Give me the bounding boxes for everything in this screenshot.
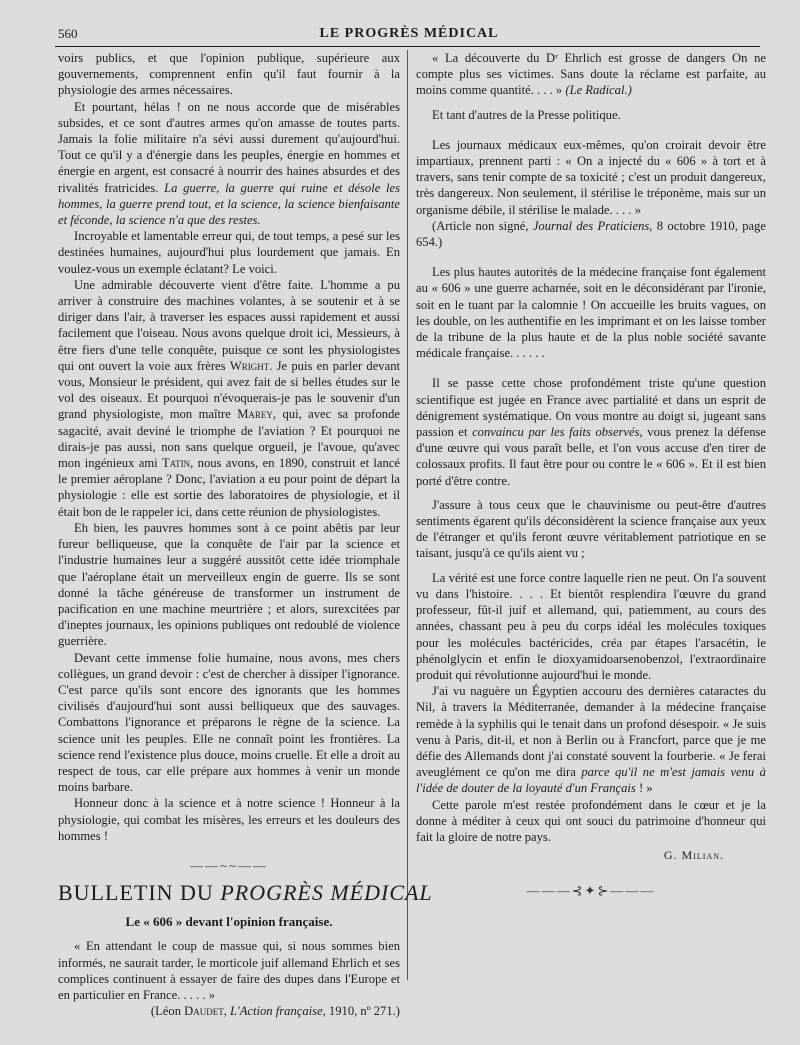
publication-name: L'Action française [230, 1004, 323, 1019]
paragraph-text: ! » [638, 781, 653, 796]
paragraph: Devant cette immense folie humaine, nous avons, mes chers collègues, un grand devoir : c'est de chercher à dissiper l'ignorance. C'est parce qu'ils sont encore des ignorants que les hommes civilisés d'aujourd'hui sont aussi belliqueux que des sauvages. Combattons l'ignorance et préparons le règne de la science. La science unit les peuples. Elle ne connaît point les frontières. La science rend l'existence plus douce, moins cruelle. Et elle a droit au respect de tous, car elle prépare aux hommes à venir un monde moins barbare. [58, 650, 400, 795]
end-ornament: ———⊰✦⊱——— [526, 883, 656, 899]
name-text: Tatin [161, 456, 191, 471]
source-text: , [223, 1004, 231, 1019]
italic-text: La guerre, la guerre qui ruine et désole les hommes, la guerre prend tout, et la science, la science bienfaisante et féconde, la science n'a que des restes. [58, 180, 400, 228]
paragraph: Les plus hautes autorités de la médecine française font également au « 606 » une guerre acharnée, soit en le déconsidérant par l'ironie, soit en le tuant par la calomnie ! On accueille les bruits vagues, on les double, on les authentifie en les imprimant et on les laisse tomber de la tribune de la plus haute et de la plus noble société savante médicale française. . . . . . [416, 265, 766, 361]
publication-name: (Le Radical.) [565, 83, 632, 98]
paragraph: voirs publics, et que l'opinion publique, supérieure aux gouvernements, comprennent enfin qu'il faut fournir à la physiologie des armes nécessaires. [58, 51, 400, 98]
paragraph [416, 375, 766, 488]
paragraph: Les journaux médicaux eux-mêmes, qu'on croirait devoir être impartiaux, prennent parti : « On a injecté du « 606 » à tort et à travers, sans tenir compte de sa toxicité ; c'est un produit dangereux, très dangereux. Non seulement, il stérilise le tréponème, mais sur un organisme débile, il stérilise le malade. . . . » [416, 137, 766, 217]
paragraph-text: Une admirable découverte vient d'être faite. L'homme a pu arriver à construire des machines volantes, à se soutenir et à se diriger dans l'air, à traverser les espaces aussi rapidement et aussi facilement que l'oiseau. Nous avons quelque droit ici, Messieurs, à être fiers d'une telle conquête, puisque ce sont les physiologistes qui ont ouvert la voie aux frères [58, 277, 400, 373]
paragraph: Incroyable et lamentable erreur qui, de tout temps, a pesé sur les destinées humaines, aujourd'hui plus lourdement que jamais. En voulez-vous un exemple éclatant? Le voici. [58, 229, 400, 276]
paragraph [416, 683, 766, 796]
right-column [416, 50, 766, 900]
quotation-text: « La découverte du Dʳ Ehrlich est grosse de dangers On ne compte plus ses victimes. Sans doute la réclame est parfaite, au moins comme quantité. . . . » [416, 51, 766, 98]
bulletin-heading-italic: PROGRÈS MÉDICAL [220, 880, 433, 906]
paragraph-text: . Je puis en parler devant vous, Monsieur le président, qui avez fait de si belles études sur le vol des oiseaux. Et pourquoi n'évoquerais-je pas le souvenir d'un grand physiologiste, mon maître [58, 358, 400, 422]
quotation-source [58, 1003, 400, 1019]
name-text: Marey [237, 407, 273, 422]
author-signature: G. Milian. [663, 848, 724, 863]
paragraph [58, 277, 400, 520]
paragraph-text: , nous avons, en 1890, construit et lancé le premier aéroplane ? Donc, l'aviation a eu pour point de départ la physiologie : elle est sortie des laboratoires de physiologie, et il était bon de le rappeler ici, dans cette réunion de physiologistes. [58, 456, 400, 519]
paragraph: Eh bien, les pauvres hommes sont à ce point abêtis par leur fureur belliqueuse, que la conquête de l'air par la science et l'industrie humaines leur a suggéré aussitôt cette idée triomphale que l'aéroplane était un merveilleux engin de guerre. Ils se sont donné la tâche généreuse de transformer un instrument de pacification en une machine meurtrière ; et alors, surexcitées par d'ineptes journaux, les opinions publiques ont redoublé de violence guerrière. [58, 520, 400, 649]
author-name: Daudet [184, 1004, 224, 1019]
column-divider [407, 50, 408, 980]
bulletin-heading-text: BULLETIN DU [58, 880, 221, 906]
paragraph-text: Il se passe cette chose profondément triste qu'une question scientifique est jugée en France avec partialité et dans un esprit de dénigrement systématique. On vous montre au doigt si, jugeant sans passion et [416, 376, 766, 440]
page-number: 560 [58, 26, 78, 41]
paragraph-text: vous prenez la défense d'une œuvre qui vous paraît belle, et l'on vous accuse d'en tirer de colossaux profits. Il faut être pour ou contre le « 606 ». Et il est bien porté d'être contre. [416, 425, 766, 488]
italic-text: convaincu par les faits observés, [472, 425, 643, 440]
left-column [58, 50, 433, 1019]
source-text: , 8 octobre 1910, page 654.) [416, 218, 766, 250]
bulletin-heading [58, 880, 433, 906]
publication-name: Journal des Praticiens [532, 218, 650, 233]
paragraph-text: Et pourtant, hélas ! on ne nous accorde que de misérables subsides, et ce sont d'autres armes qu'on amasse de toutes parts. Jamais la folie militaire n'a sévi aussi durement qu'aujourd'hui. Tout ce qu'il y a d'énergie dans les peuples, énergie en hommes et énergie en argent, est consacré à nourrir des haines absurdes et des rivalités fratricides. [58, 99, 400, 195]
paragraph-text: J'ai vu naguère un Égyptien accouru des dernières cataractes du Nil, à travers la Méditerranée, demander à la médecine française remède à la syphilis qui le tenait dans un profond désespoir. « Je suis venu à Paris, dit-il, et non à Berlin ou à Francfort, parce que je me défie des Allemands dont j'ai constaté souvent la fourberie. « Je ferai aveuglément ce qu'on me dira [416, 684, 766, 780]
section-title: Le « 606 » devant l'opinion française. [125, 914, 333, 930]
section-ornament: ——~~—— [189, 857, 269, 873]
paragraph: Honneur donc à la science et à notre science ! Honneur à la physiologie, qui combat les misères, les erreurs et les douleurs des hommes ! [58, 796, 400, 843]
name-text: Wright [229, 358, 270, 373]
source-text: (Léon [150, 1004, 185, 1019]
paragraph-text: , qui, avec sa profonde sagacité, avait deviné le triomphe de l'aviation ? Et pourquoi ne dirais-je pas aussi, non sans quelque orgueil, je l'avoue, qu'avec mon ingénieux ami [58, 407, 400, 471]
source-text: (Article non signé, [432, 218, 533, 233]
paragraph: Cette parole m'est restée profondément dans le cœur et je la donne à méditer à ceux qui ont souci du patrimoine d'honneur qui fait la gloire de notre pays. [416, 797, 766, 844]
header-rule [55, 46, 760, 47]
italic-text: parce qu'il ne m'est jamais venu à l'idée de douter de la loyauté d'un Français [416, 765, 766, 796]
paragraph: J'assure à tous ceux que le chauvinisme ou peut-être d'autres sentiments égarent qu'ils déconsidèrent la science française aux yeux de l'étranger et qu'ils feront œuvre véritablement patriotique en se taisant, jusqu'à ce qu'ils aient vu ; [416, 497, 766, 561]
quotation-source [416, 218, 766, 250]
source-text: , 1910, nº 271.) [322, 1004, 400, 1019]
paragraph: Et tant d'autres de la Presse politique. [432, 107, 621, 122]
paragraph [58, 99, 400, 229]
quotation [416, 50, 766, 99]
journal-title: LE PROGRÈS MÉDICAL [319, 26, 499, 41]
running-head [58, 26, 760, 44]
paragraph: La vérité est une force contre laquelle rien ne peut. On l'a souvent vu dans l'histoire. . . . Et bientôt resplendira l'œuvre du grand professeur, fût-il juif et allemand, qui, patiemment, au cours des années, chassant peu à peu du corps idéal les molécules toxiques pour les molécules bactéricides, créa par étapes l'arsacétin, le phénolglycin et enfin le dioxyamidoarsenobenzol, l'extraordinaire produit qui révolutionne aujourd'hui le monde. [416, 570, 766, 682]
quotation: « En attendant le coup de massue qui, si nous sommes bien informés, ne saurait tarder, le morticole juif allemand Ehrlich et ses complices continuent à essayer de faire des dupes dans l'Europe et en particulier en France. . . . . » [58, 939, 400, 1002]
